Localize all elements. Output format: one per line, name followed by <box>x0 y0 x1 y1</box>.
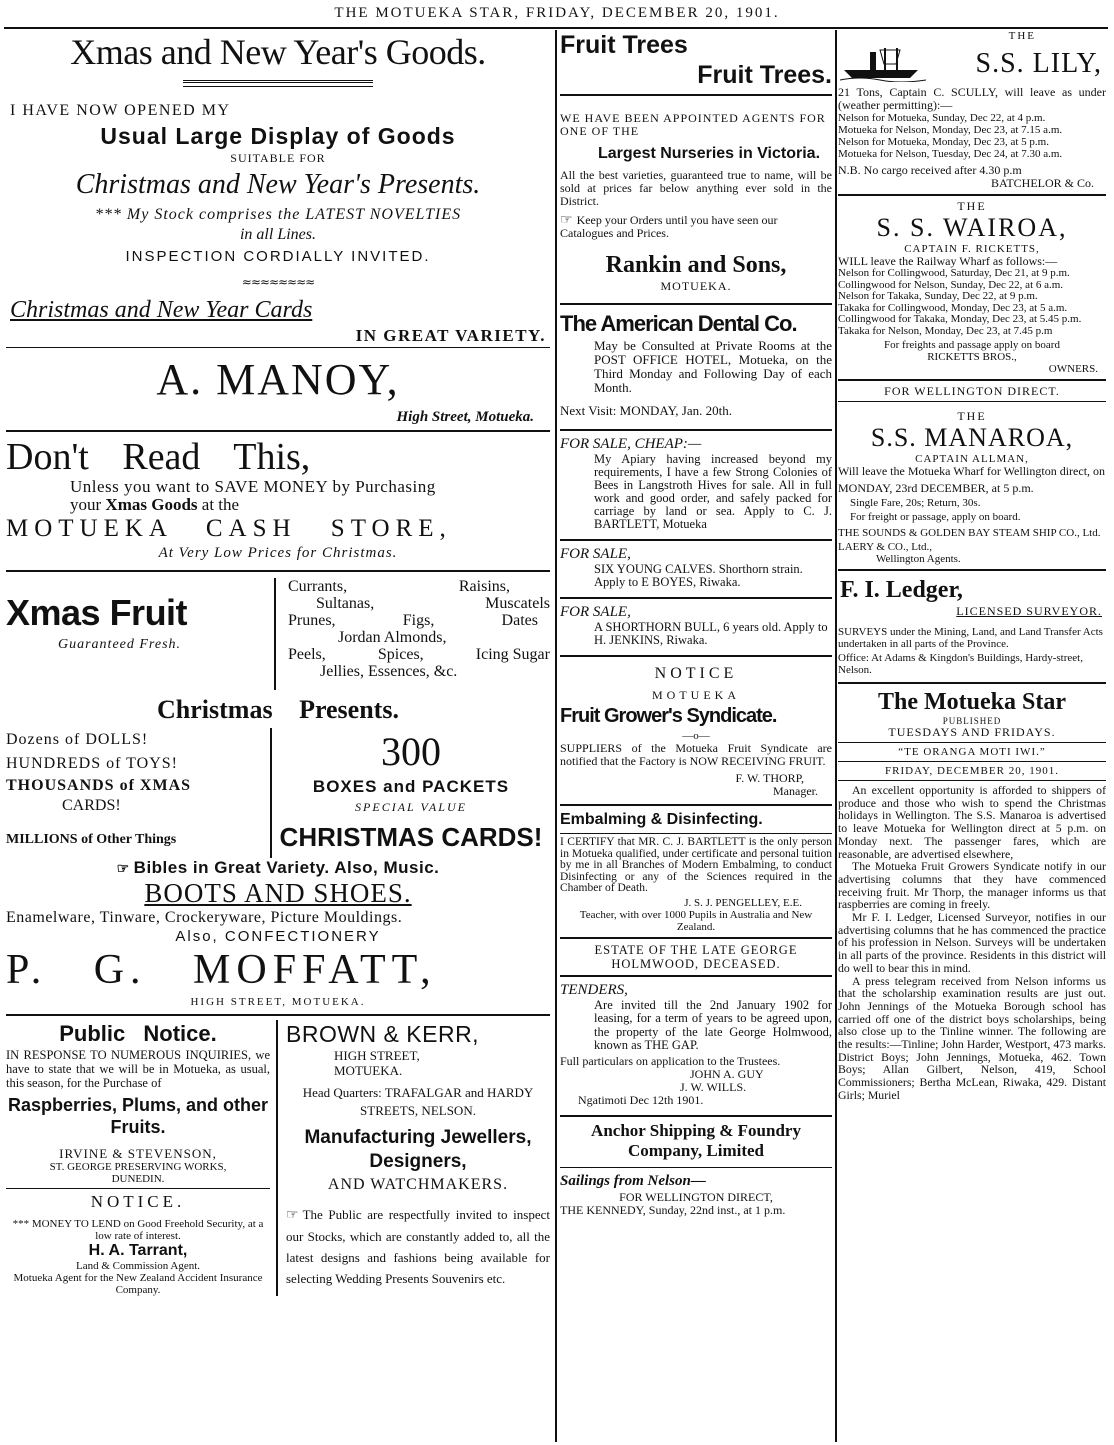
ad-text: Wellington Agents. <box>876 553 961 565</box>
ad-heading: Anchor Shipping & Foundry Company, Limited <box>591 1120 801 1160</box>
ad-text: Office: At Adams & Kingdon's Buildings, Hardy-street, Nelson. <box>838 652 1083 676</box>
pointing-hand-icon: ☞ <box>286 1208 299 1223</box>
schedule-line: Takaka for Nelson, Monday, Dec 23, at 7.45 p.m <box>838 324 1053 337</box>
ad-text: Unless you want to SAVE MONEY by Purchasing <box>70 477 436 496</box>
schedule-line: Nelson for Takaka, Sunday, Dec 22, at 9 p.m. <box>838 290 1038 302</box>
column-rule <box>835 30 837 1442</box>
ad-text: My Apiary having increased beyond my requirements, I have a few Strong Colonies of Bees in Langstroth Hives for sale. All in full work and good order, and safely packed for carriage by land or sea. Apply to C. J. BARTLETT, Motueka <box>594 452 832 531</box>
ad-text: IN GREAT VARIETY. <box>6 325 550 348</box>
schedule-line: Motueka for Nelson, Monday, Dec 23, at 7.15 a.m. <box>838 124 1063 136</box>
divider <box>838 682 1106 684</box>
divider <box>183 80 373 87</box>
ad-text: MONDAY, 23rd DECEMBER, at 5 p.m. <box>838 481 1034 495</box>
ad-text: ☞ Keep your Orders until you have seen our Catalogues and Prices. <box>560 213 778 240</box>
ad-text: I HAVE NOW OPENED MY <box>10 102 231 119</box>
ad-text: ☞ The Public are respectfully invited to inspect our Stocks, which are constantly added to, all the latest designs and fashions being available for selecting Wedding Presents Souvenirs etc. <box>286 1207 550 1286</box>
ad-heading: Christmas Presents. <box>157 695 399 724</box>
ad-text: Motueka Agent for the New Zealand Accident Insurance Company. <box>13 1272 263 1296</box>
divider <box>560 937 832 939</box>
bottom-ads <box>6 1020 550 1296</box>
ad-heading: ESTATE OF THE LATE GEORGE HOLMWOOD, DECEASED. <box>594 942 798 971</box>
ad-heading: A. MANOY, <box>156 355 400 404</box>
ad-text: RICKETTS BROS., <box>927 351 1017 363</box>
divider <box>838 569 1106 571</box>
ad-text: For freight or passage, apply on board. <box>850 511 1021 523</box>
ad-text: THE <box>957 199 987 213</box>
column-2 <box>560 30 832 1442</box>
divider <box>6 430 550 432</box>
ad-heading: Christmas and New Year Cards <box>10 297 313 323</box>
ad-heading: F. I. Ledger, <box>840 577 963 603</box>
ad-text: All the best varieties, guaranteed true to name, will be sold at prices far below anything ever sold in the District. <box>560 168 832 208</box>
ad-heading: Fruit Trees. <box>697 61 832 89</box>
ad-text: THE SOUNDS & GOLDEN BAY STEAM SHIP CO., Ltd. <box>838 527 1101 539</box>
ad-title: Xmas and New Year's Goods. <box>70 32 486 72</box>
ad-heading: Christmas and New Year's Presents. <box>75 169 481 200</box>
ad-text: DUNEDIN. <box>111 1173 165 1185</box>
ad-text: “TE ORANGA MOTI IWI.” <box>898 746 1046 758</box>
ad-text: *** MONEY TO LEND on Good Freehold Security, at a low rate of interest. <box>12 1218 264 1242</box>
ad-text: BOXES and PACKETS <box>312 777 510 796</box>
ad-text: Ngatimoti Dec 12th 1901. <box>578 1092 704 1107</box>
pointing-hand-icon: ☞ <box>116 860 130 876</box>
ad-text: Teacher, with over 1000 Pupils in Australia and New Zealand. <box>579 908 813 933</box>
ad-text: FOR WELLINGTON DIRECT. <box>884 384 1060 398</box>
ad-text: CAPTAIN F. RICKETTS, <box>904 243 1040 255</box>
ad-text: High Street, Motueka. <box>396 409 534 425</box>
ad-heading: Don't Read This, <box>6 436 311 478</box>
ad-heading: S.S. MANAROA, <box>870 423 1074 452</box>
ad-text: Land & Commission Agent. <box>75 1260 201 1272</box>
ad-text: PUBLISHED <box>942 716 1002 726</box>
ad-text: I CERTIFY that MR. C. J. BARTLETT is the only person in Motueka qualified, under certificate and personal tuition by me in all Branches of Modern Embalming, to conduct Disinfecting or any of the Sciences required in the Chamber of Death. <box>560 836 832 894</box>
ad-text: MOTUEKA. <box>334 1063 403 1078</box>
ad-heading: NOTICE. <box>90 1192 186 1211</box>
divider <box>838 379 1106 381</box>
ad-heading: The American Dental Co. <box>560 311 797 336</box>
divider <box>560 303 832 305</box>
schedule-line: Motueka for Nelson, Tuesday, Dec 24, at 7.30 a.m. <box>838 148 1063 160</box>
ad-heading: Fruit Grower's Syndicate. <box>560 705 777 727</box>
ad-heading: FOR SALE, <box>560 546 631 562</box>
ad-text: Head Quarters: TRAFALGAR and HARDY STREETS, NELSON. <box>302 1085 534 1118</box>
news-paragraph: The Motueka Fruit Growers Syndicate notify in our advertising columns that they have commenced receiving fruit. Mr Thorp, the manager informs us that raspberries are coming in freely. <box>838 859 1106 912</box>
ad-text: Next Visit: MONDAY, Jan. 20th. <box>560 403 732 418</box>
column-rule <box>555 30 557 1442</box>
paper-title: The Motueka Star <box>878 689 1066 715</box>
ad-heading: H. A. Tarrant, <box>88 1242 188 1259</box>
ad-heading: Manufacturing Jewellers, Designers, <box>304 1127 532 1172</box>
ad-text: J. W. WILLS. <box>680 1079 747 1094</box>
ad-text: INSPECTION CORDIALLY INVITED. <box>125 248 431 265</box>
divider <box>560 804 832 806</box>
ad-text: FRIDAY, DECEMBER 20, 1901. <box>885 765 1059 777</box>
ad-text: HUNDREDS of TOYS! <box>6 755 178 772</box>
ad-text: SUPPLIERS of the Motueka Fruit Syndicate are notified that the Factory is NOW RECEIVING FRUIT. <box>560 741 832 768</box>
divider <box>838 780 1106 781</box>
ad-text: HIGH STREET, MOTUEKA. <box>190 996 366 1008</box>
ad-text: MOTUEKA. <box>660 279 732 293</box>
ad-text: SURVEYS under the Mining, Land, and Land Transfer Acts undertaken in all parts of the Province. <box>838 626 1103 650</box>
schedule-line: Takaka for Collingwood, Monday, Dec 23, at 5 a.m. <box>838 301 1068 314</box>
schedule-line: Nelson for Collingwood, Saturday, Dec 21, at 9 p.m. <box>838 267 1070 279</box>
ad-text: THE KENNEDY, Sunday, 22nd inst., at 1 p.m. <box>560 1202 786 1217</box>
divider <box>560 975 832 977</box>
ad-heading: BOOTS AND SHOES. <box>144 878 412 908</box>
ad-text: CARDS! <box>62 797 121 814</box>
ad-text: *** My Stock comprises the LATEST NOVELTIES <box>94 206 462 223</box>
divider <box>560 429 832 431</box>
ad-heading: BROWN & KERR, <box>286 1021 480 1047</box>
ad-heading: S.S. LILY, <box>975 48 1102 79</box>
ad-heading: 300 <box>381 729 441 774</box>
divider <box>560 539 832 541</box>
ad-text: LAERY & CO., Ltd., <box>838 541 933 553</box>
ad-text: Single Fare, 20s; Return, 30s. <box>850 497 981 509</box>
ad-text: For freights and passage apply on board <box>884 339 1060 351</box>
ad-text: MILLIONS of Other Things <box>6 832 177 847</box>
ad-text: ☞ Bibles in Great Variety. Also, Music. <box>116 858 440 877</box>
ad-text: your Xmas Goods at the <box>70 495 240 514</box>
ad-text: SPECIAL VALUE <box>355 800 467 814</box>
ad-heading: NOTICE <box>654 665 738 682</box>
ad-heading: Rankin and Sons, <box>605 252 787 278</box>
ad-text: MOTUEKA <box>652 688 740 702</box>
ad-text: Dozens of DOLLS! <box>6 731 149 748</box>
fruit-list: Currants, Raisins, Sultanas, Muscatels Prunes, Figs, Dates Jordan Almonds, Peels, Spices, Icing Sugar Jellies, Essences, &c. <box>288 578 550 680</box>
column-3 <box>838 30 1106 1442</box>
news-paragraph: A press telegram received from Nelson informs us that the scholarship examination results are just out. John Jennings of the Motueka Borough school has carried off one of the district boys scholarships, being also close up to the Tinline winner. The following are the results:—Tinline; John Harder, Westport, 473 marks. District Boys; John Jennings, Motueka, 462. Town Boys; Allan Gilbert, Nelson, 419, School Commissioners; Bertha McLean, Riwaka, 429. Distant Girls; Muriel <box>838 973 1106 1102</box>
ad-heading: P. G. MOFFATT, <box>6 947 437 993</box>
lily-heading: THE S.S. LILY, <box>838 30 1106 86</box>
fruit-ad <box>6 578 550 690</box>
ad-heading: S. S. WAIROA, <box>876 213 1068 242</box>
ad-text: IN RESPONSE TO NUMEROUS INQUIRIES, we have to state that we will be in Motueka, as usual, this season, for the Purchase of <box>6 1048 270 1090</box>
ad-text: ST. GEORGE PRESERVING WORKS, <box>49 1161 227 1173</box>
divider <box>560 833 832 834</box>
ad-heading: Usual Large Display of Goods <box>100 123 456 149</box>
ad-text: Are invited till the 2nd January 1902 for leasing, for a term of years to be agreed upon, the property of the late George Holmwood, known as THE GAP. <box>594 997 832 1052</box>
ad-heading: TENDERS, <box>560 981 628 998</box>
divider <box>6 570 550 572</box>
divider <box>560 597 832 599</box>
divider <box>838 194 1106 196</box>
ad-text: JOHN A. GUY <box>690 1066 764 1081</box>
ad-heading: Xmas Fruit <box>6 592 188 633</box>
ad-text: in all Lines. <box>239 226 316 243</box>
ad-text: CAPTAIN ALLMAN, <box>915 453 1029 465</box>
ad-heading: Embalming & Disinfecting. <box>560 811 763 828</box>
masthead-rule <box>4 27 1108 29</box>
ad-text: WE HAVE BEEN APPOINTED AGENTS FOR ONE OF THE <box>560 111 826 138</box>
schedule-line: Collingwood for Takaka, Monday, Dec 23, at 5.45 p.m. <box>838 313 1082 325</box>
schedule-line: Nelson for Motueka, Monday, Dec 23, at 5 p.m. <box>838 136 1049 148</box>
divider <box>560 94 832 96</box>
presents-ad <box>6 728 550 858</box>
ad-text: SUITABLE FOR <box>230 151 326 165</box>
ad-text: —o— <box>682 730 710 742</box>
ad-text: SIX YOUNG CALVES. Shorthorn strain. Apply to E BOYES, Riwaka. <box>594 562 803 589</box>
ad-text: Full particulars on application to the Trustees. <box>560 1053 781 1068</box>
divider <box>560 1115 832 1117</box>
divider <box>560 1167 832 1168</box>
ad-text: At Very Low Prices for Christmas. <box>158 545 398 561</box>
ad-text: OWNERS. <box>1048 363 1098 375</box>
divider <box>838 401 1106 402</box>
ad-text: A SHORTHORN BULL, 6 years old. Apply to H. JENKINS, Riwaka. <box>594 620 828 647</box>
ad-heading: Largest Nurseries in Victoria. <box>598 145 821 162</box>
pointing-hand-icon: ☞ <box>560 213 573 228</box>
schedule-line: Collingwood for Nelson, Sunday, Dec 22, at 6 a.m. <box>838 278 1064 291</box>
ad-heading: Public Notice. <box>59 1021 217 1046</box>
ad-heading: FOR SALE, <box>560 604 631 620</box>
ad-text: Guaranteed Fresh. <box>58 637 182 652</box>
ad-heading: CHRISTMAS CARDS! <box>279 822 543 852</box>
ad-text: N.B. No cargo received after 4.30 p.m <box>838 163 1022 177</box>
ad-text: TUESDAYS AND FRIDAYS. <box>888 725 1056 739</box>
ad-heading: Fruit Trees <box>560 31 688 59</box>
divider <box>6 1188 270 1189</box>
ad-text: J. S. J. PENGELLEY, E.E. <box>684 896 802 909</box>
ad-text: WILL leave the Railway Wharf as follows:— <box>838 254 1058 268</box>
ad-text: F. W. THORP, <box>735 771 804 785</box>
ad-text: IRVINE & STEVENSON, <box>59 1146 217 1161</box>
divider <box>838 742 1106 743</box>
divider <box>838 761 1106 762</box>
ad-text: LICENSED SURVEYOR. <box>956 604 1102 618</box>
divider <box>560 655 832 657</box>
masthead: THE MOTUEKA STAR, FRIDAY, DECEMBER 20, 1901. <box>334 5 780 21</box>
schedule-line: Nelson for Motueka, Sunday, Dec 22, at 4 p.m. <box>838 112 1046 124</box>
ad-text: Manager. <box>773 784 818 798</box>
ad-heading: Raspberries, Plums, and other Fruits. <box>7 1095 269 1137</box>
ad-text: HIGH STREET, <box>334 1048 420 1063</box>
ad-text: 21 Tons, Captain C. SCULLY, will leave as under (weather permitting):— <box>838 85 1106 112</box>
steamship-icon <box>840 38 926 82</box>
ad-text: Will leave the Motueka Wharf for Wellington direct, on <box>838 464 1106 478</box>
ad-text: THE <box>957 409 987 423</box>
column-1 <box>6 30 550 1442</box>
ad-text: THOUSANDS of XMAS <box>6 777 192 794</box>
news-paragraph: Mr F. I. Ledger, Licensed Surveyor, notifies in our advertising columns that he has commenced the practice of his profession in Nelson. Surveys will be undertaken in all parts of the province. Residents in this district will do well to bear this in mind. <box>838 910 1106 975</box>
ad-text: May be Consulted at Private Rooms at the POST OFFICE HOTEL, Motueka, on the Third Monday and Following Day of each Month. <box>594 338 832 395</box>
ad-text: Also, CONFECTIONERY <box>175 928 381 945</box>
ad-text: Enamelware, Tinware, Crockeryware, Picture Mouldings. <box>6 909 403 926</box>
divider <box>6 1014 550 1016</box>
news-paragraph: An excellent opportunity is afforded to shippers of produce and those who wish to spend the Christmas holidays in Wellington. The S.S. Manaroa is advertised to leave Motueka for Wellington direct at 5 p.m. on Monday next. The passenger fares, which are reasonable, are advertised elsewhere, <box>838 783 1106 861</box>
ad-text: BATCHELOR & Co. <box>990 176 1094 190</box>
ad-heading: Sailings from Nelson— <box>560 1172 706 1189</box>
ad-heading: FOR SALE, CHEAP:— <box>560 436 702 452</box>
ad-text: FOR WELLINGTON DIRECT, <box>619 1189 773 1204</box>
ad-text: AND WATCHMAKERS. <box>327 1176 509 1193</box>
ad-heading: MOTUEKA CASH STORE, <box>6 515 452 542</box>
ornament-icon: ≈≈≈≈≈≈≈≈ <box>241 275 315 289</box>
